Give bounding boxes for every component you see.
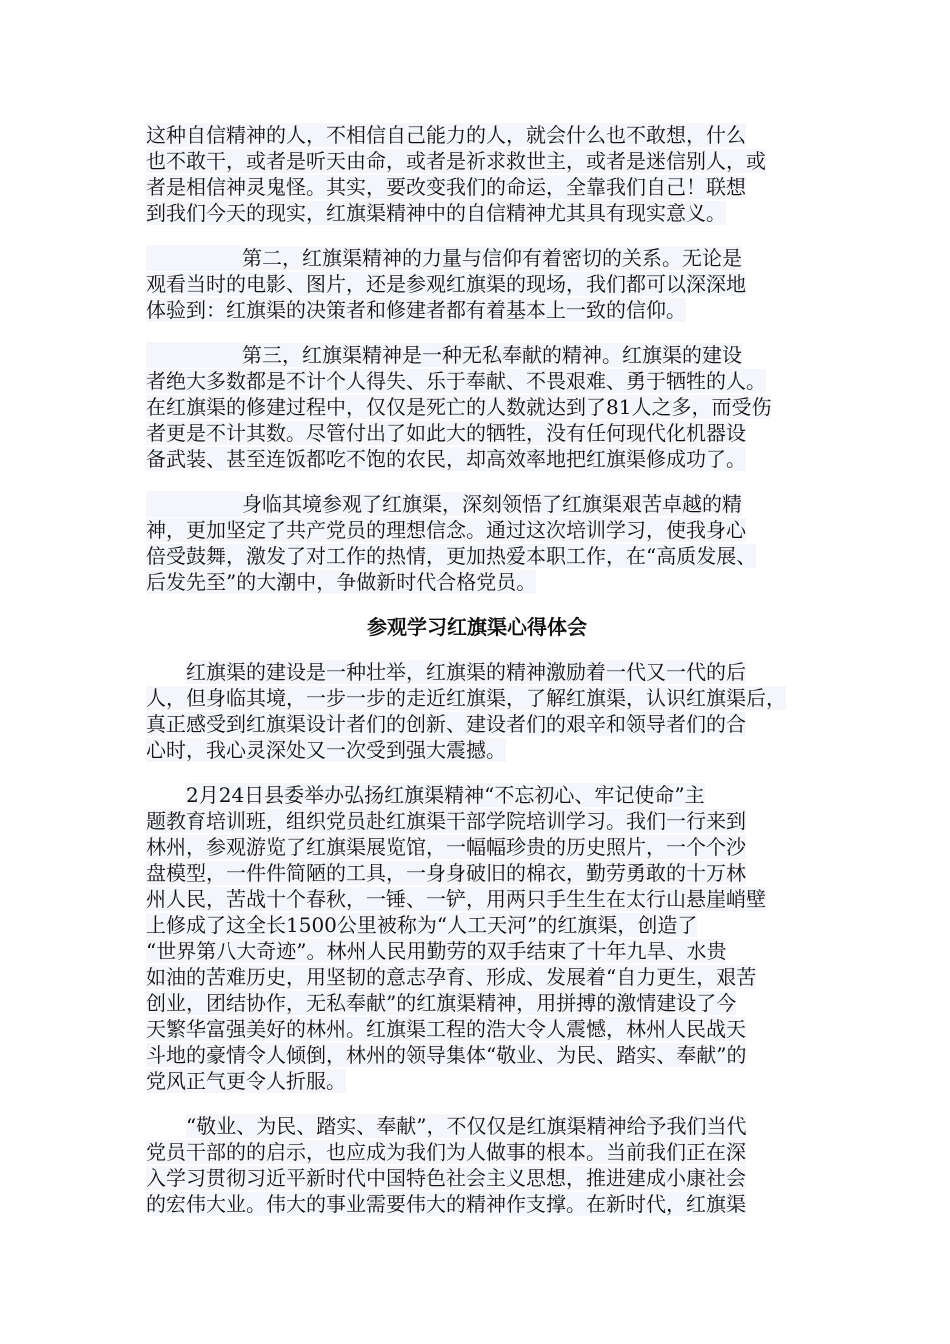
- text-line: 天繁华富强美好的林州。红旗渠工程的浩大令人震憾，林州人民战天: [146, 1017, 746, 1041]
- section-title: 参观学习红旗渠心得体会: [367, 615, 587, 639]
- text-line: 创业，团结协作，无私奉献”的红旗渠精神，用拼搏的激情建设了今: [146, 991, 737, 1015]
- text-line: 在红旗渠的修建过程中，仅仅是死亡的人数就达到了81人之多，而受伤: [146, 395, 772, 419]
- paragraph-intro: [146, 659, 808, 763]
- text-line: 者绝大多数都是不计个人得失、乐于奉献、不畏艰难、勇于牺牲的人。: [146, 369, 766, 393]
- paragraph-confidence: [146, 122, 808, 226]
- text-line: 神，更加坚定了共产党员的理想信念。通过这次培训学习，使我身心: [146, 518, 746, 542]
- text-line: 人，但身临其境，一步一步的走近红旗渠，了解红旗渠，认识红旗渠后，: [146, 686, 786, 710]
- text-line: 入学习贯彻习近平新时代中国特色社会主义思想，推进建成小康社会: [146, 1166, 746, 1190]
- text-line: 也不敢干，或者是听天由命，或者是祈求救世主，或者是迷信别人，或: [146, 149, 766, 173]
- text-line: 的宏伟大业。伟大的事业需要伟大的精神作支撑。在新时代，红旗渠: [146, 1192, 746, 1216]
- text-line: “世界第八大奇迹”。林州人民用勤劳的双手结束了十年九旱、水贵: [146, 939, 727, 963]
- paragraph-training: [146, 782, 808, 1094]
- paragraph-third: [146, 342, 808, 472]
- text-line: “敬业、为民、踏实、奉献”，不仅仅是红旗渠精神给予我们当代: [186, 1114, 747, 1138]
- text-line: 到我们今天的现实，红旗渠精神中的自信精神尤其具有现实意义。: [146, 201, 726, 225]
- text-line: 观看当时的电影、图片，还是参观红旗渠的现场，我们都可以深深地: [146, 272, 746, 296]
- text-line: 题教育培训班，组织党员赴红旗渠干部学院培训学习。我们一行来到: [146, 809, 746, 833]
- text-line: 身临其境参观了红旗渠，深刻领悟了红旗渠艰苦卓越的精: [146, 491, 808, 517]
- text-line: 者是相信神灵鬼怪。其实，要改变我们的命运，全靠我们自己！联想: [146, 175, 746, 199]
- text-line: 者更是不计其数。尽管付出了如此大的牺牲，没有任何现代化机器设: [146, 421, 746, 445]
- text-line: 这种自信精神的人，不相信自己能力的人，就会什么也不敢想，什么: [146, 123, 746, 147]
- text-line: 盘模型，一件件简陋的工具，一身身破旧的棉衣，勤劳勇敢的十万林: [146, 861, 746, 885]
- text-line: 后发先至”的大潮中，争做新时代合格党员。: [146, 570, 537, 594]
- text-line: 林州，参观游览了红旗渠展览馆，一幅幅珍贵的历史照片，一个个沙: [146, 835, 746, 859]
- text-line: 如油的苦难历史，用坚韧的意志孕育、形成、发展着“自力更生，艰苦: [146, 965, 757, 989]
- text-line: 红旗渠的建设是一种壮举，红旗渠的精神激励着一代又一代的后: [186, 660, 746, 684]
- text-line: 倍受鼓舞，激发了对工作的热情，更加热爱本职工作，在“高质发展、: [146, 544, 757, 568]
- text-line: 州人民，苦战十个春秋，一锤、一铲，用两只手生生在太行山悬崖峭壁: [146, 887, 766, 911]
- text-line: 第二，红旗渠精神的力量与信仰有着密切的关系。无论是: [146, 245, 808, 271]
- text-line: 上修成了这全长1500公里被称为“人工天河”的红旗渠，创造了: [146, 913, 698, 937]
- text-line: 第三，红旗渠精神是一种无私奉献的精神。红旗渠的建设: [146, 342, 808, 368]
- text-line: 心时，我心灵深处又一次受到强大震撼。: [146, 738, 506, 762]
- paragraph-second: [146, 245, 808, 323]
- document-body: [146, 122, 808, 1236]
- text-line: 备武装、甚至连饭都吃不饱的农民，却高效率地把红旗渠修成功了。: [146, 447, 746, 471]
- text-line: 党员干部的的启示，也应成为我们为人做事的根本。当前我们正在深: [146, 1140, 746, 1164]
- paragraph-dedication: [146, 1113, 808, 1217]
- text-line: 2月24日县委举办弘扬红旗渠精神“不忘初心、牢记使命”主: [186, 783, 705, 807]
- text-line: 体验到：红旗渠的决策者和修建者都有着基本上一致的信仰。: [146, 298, 686, 322]
- text-line: 党风正气更令人折服。: [146, 1069, 346, 1093]
- text-line: 真正感受到红旗渠设计者们的创新、建设者们的艰辛和领导者们的合: [146, 712, 746, 736]
- text-line: 斗地的豪情令人倾倒，林州的领导集体“敬业、为民、踏实、奉献”的: [146, 1043, 747, 1067]
- paragraph-conclusion: [146, 491, 808, 595]
